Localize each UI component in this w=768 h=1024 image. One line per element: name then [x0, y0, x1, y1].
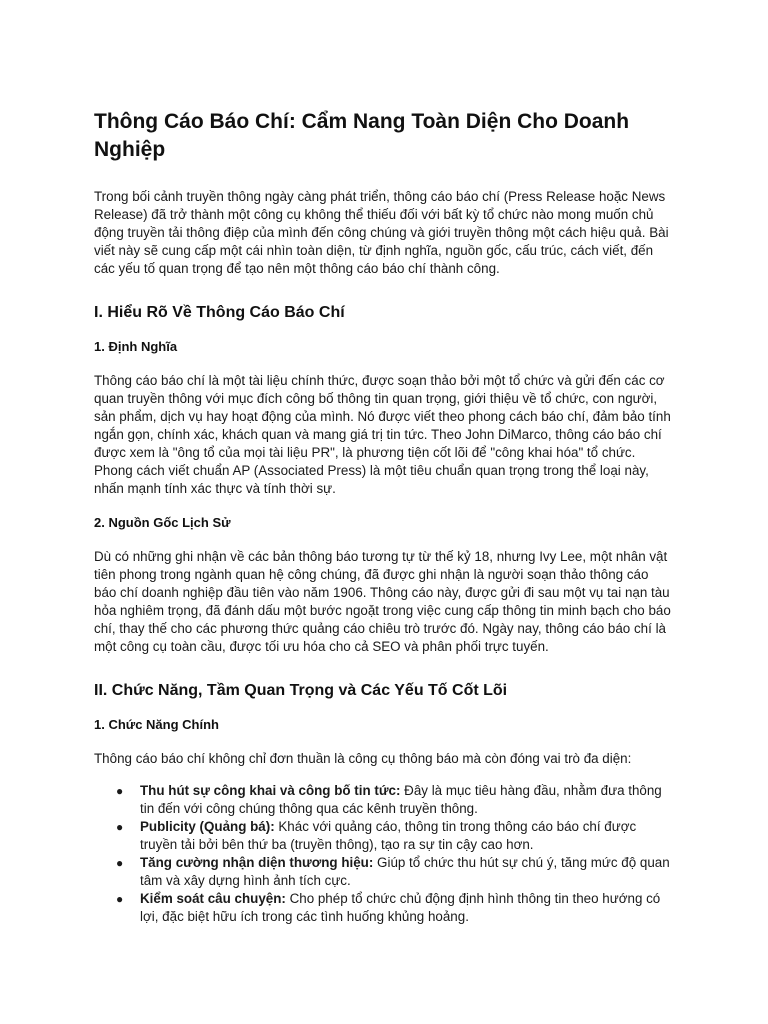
list-item-term: Tăng cường nhận diện thương hiệu:: [140, 855, 374, 870]
intro-paragraph: Trong bối cảnh truyền thông ngày càng phát triển, thông cáo báo chí (Press Release hoặc News Release) đã trở thành một công cụ không thể thiếu đối với bất kỳ tổ chức nào mong muốn chủ động truyền tải thông điệp của mình đến công chúng và giới truyền thông một cách hiệu quả. Bài viết này sẽ cung cấp một cái nhìn toàn diện, từ định nghĩa, nguồn gốc, cấu trúc, cách viết, đến các yếu tố quan trọng để tạo nên một thông cáo báo chí thành công.: [94, 189, 669, 276]
list-item: [94, 818, 674, 854]
list-item-desc: Cho phép tổ chức chủ động định hình thông tin theo hướng có lợi, đặc biệt hữu ích trong các tình huống khủng hoảng.: [140, 891, 661, 924]
list-item-term: Kiểm soát câu chuyện:: [140, 891, 286, 906]
subsection-heading-history: 2. Nguồn Gốc Lịch Sử: [94, 515, 231, 530]
list-item-term: Thu hút sự công khai và công bố tin tức:: [140, 783, 401, 798]
list-item-desc: Đây là mục tiêu hàng đầu, nhằm đưa thông tin đến với công chúng thông qua các kênh truyền thông.: [140, 783, 662, 816]
list-item: [94, 854, 674, 890]
list-item-term: Publicity (Quảng bá):: [140, 819, 275, 834]
bullet-icon: ●: [116, 784, 124, 798]
page-title: Thông Cáo Báo Chí: Cẩm Nang Toàn Diện Cho Doanh Nghiệp: [94, 110, 630, 161]
list-item-desc: Khác với quảng cáo, thông tin trong thông cáo báo chí được truyền tải bởi bên thứ ba (truyền thông), tạo ra sự tin cậy cao hơn.: [140, 819, 637, 852]
section-heading-2: II. Chức Năng, Tầm Quan Trọng và Các Yếu Tố Cốt Lõi: [94, 682, 508, 699]
bullet-icon: ●: [116, 820, 124, 834]
subsection-heading-definition: 1. Định Nghĩa: [94, 339, 178, 354]
functions-intro-paragraph: Thông cáo báo chí không chỉ đơn thuần là công cụ thông báo mà còn đóng vai trò đa diện:: [94, 751, 632, 766]
list-item-desc: Giúp tổ chức thu hút sự chú ý, tăng mức độ quan tâm và xây dựng hình ảnh tích cực.: [140, 855, 670, 888]
list-item: [94, 890, 674, 926]
history-paragraph: Dù có những ghi nhận về các bản thông báo tương tự từ thế kỷ 18, nhưng Ivy Lee, một nhân vật tiên phong trong ngành quan hệ công chúng, đã được ghi nhận là người soạn thảo thông cáo báo chí doanh nghiệp đầu tiên vào năm 1906. Thông cáo này, được gửi đi sau một vụ tai nạn tàu hỏa nghiêm trọng, đã đánh dấu một bước ngoặt trong việc cung cấp thông tin minh bạch cho báo chí, thay thế cho các phương thức quảng cáo chiêu trò trước đó. Ngày nay, thông cáo báo chí là một công cụ toàn cầu, được tối ưu hóa cho cả SEO và phân phối trực tuyến.: [94, 549, 671, 654]
list-item: [94, 782, 674, 818]
section-heading-1: I. Hiểu Rõ Về Thông Cáo Báo Chí: [94, 304, 345, 321]
functions-list: [94, 782, 674, 926]
bullet-icon: ●: [116, 892, 124, 906]
bullet-icon: ●: [116, 856, 124, 870]
definition-paragraph: Thông cáo báo chí là một tài liệu chính thức, được soạn thảo bởi một tổ chức và gửi đến các cơ quan truyền thông với mục đích công bố thông tin quan trọng, giới thiệu về tổ chức, con người, sản phẩm, dịch vụ hay hoạt động của mình. Nó được viết theo phong cách báo chí, đảm bảo tính ngắn gọn, chính xác, khách quan và mang giá trị tin tức. Theo John DiMarco, thông cáo báo chí được xem là "ông tổ của mọi tài liệu PR", là phương tiện cốt lõi để "công khai hóa" tổ chức. Phong cách viết chuẩn AP (Associated Press) là một tiêu chuẩn quan trọng trong thể loại này, nhấn mạnh tính xác thực và tính thời sự.: [94, 373, 671, 496]
subsection-heading-functions: 1. Chức Năng Chính: [94, 717, 219, 732]
